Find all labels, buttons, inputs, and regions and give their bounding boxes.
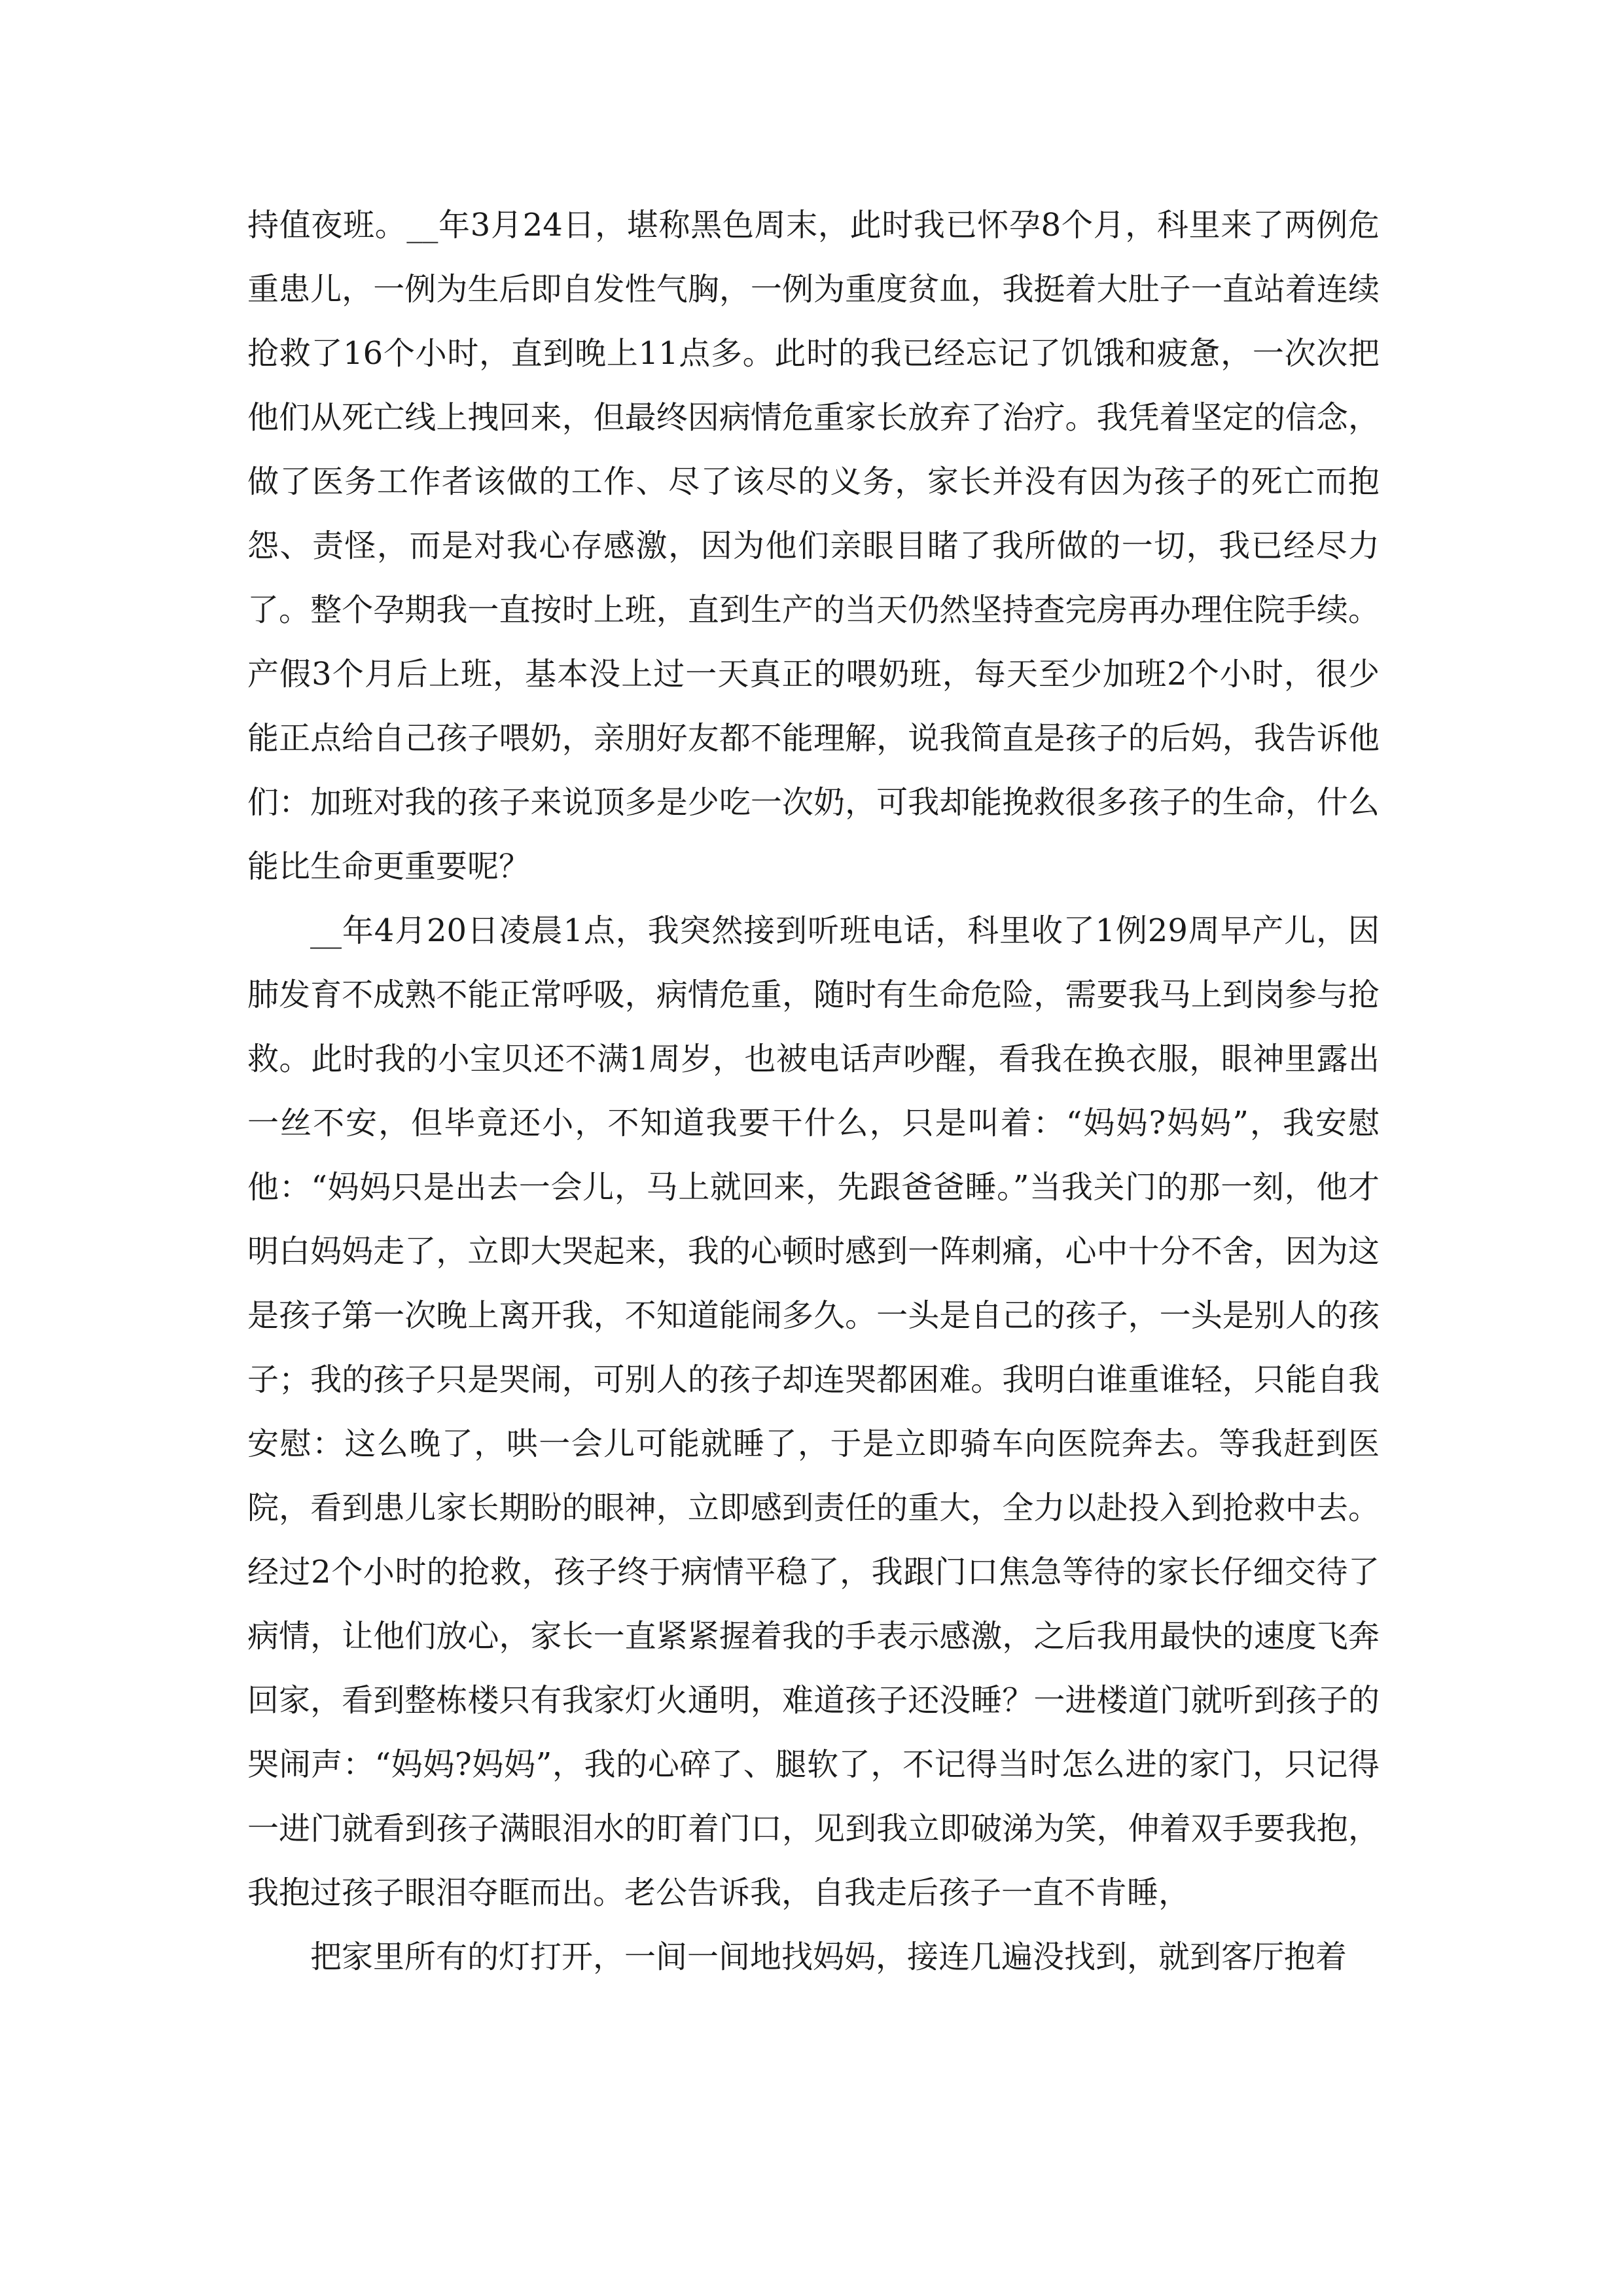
paragraph-2: __年4月20日凌晨1点，我突然接到听班电话，科里收了1例29周早产儿，因肺发育不成熟不能正常呼吸，病情危重，随时有生命危险，需要我马上到岗参与抢救。此时我的小宝贝还不满1周岁，也被电话声吵醒，看我在换衣服，眼神里露出一丝不安，但毕竟还小，不知道我要干什么，只是叫着：“妈妈?妈妈”，我安慰他：“妈妈只是出去一会儿，马上就回来，先跟爸爸睡。”当我关门的那一刻，他才明白妈妈走了，立即大哭起来，我的心顿时感到一阵刺痛，心中十分不舍，因为这是孩子第一次晚上离开我，不知道能闹多久。一头是自己的孩子，一头是别人的孩子；我的孩子只是哭闹，可别人的孩子却连哭都困难。我明白谁重谁轻，只能自我安慰：这么晚了，哄一会儿可能就睡了，于是立即骑车向医院奔去。等我赶到医院，看到患儿家长期盼的眼神，立即感到责任的重大，全力以赴投入到抢救中去。经过2个小时的抢救，孩子终于病情平稳了，我跟门口焦急等待的家长仔细交待了病情，让他们放心，家长一直紧紧握着我的手表示感激，之后我用最快的速度飞奔回家，看到整栋楼只有我家灯火通明，难道孩子还没睡？一进楼道门就听到孩子的哭闹声：“妈妈?妈妈”，我的心碎了、腿软了，不记得当时怎么进的家门，只记得一进门就看到孩子满眼泪水的盯着门口，见到我立即破涕为笑，伸着双手要我抱，我抱过孩子眼泪夺眶而出。老公告诉我，自我走后孩子一直不肯睡，	[247, 912, 1380, 1911]
paragraph-3: 把家里所有的灯打开，一间一间地找妈妈，接连几遍没找到，就到客厅抱着	[310, 1939, 1347, 1975]
paragraph-1: 持值夜班。__年3月24日，堪称黑色周末，此时我已怀孕8个月，科里来了两例危重患儿，一例为生后即自发性气胸，一例为重度贫血，我挺着大肚子一直站着连续抢救了16个小时，直到晚上11点多。此时的我已经忘记了饥饿和疲惫，一次次把他们从死亡线上拽回来，但最终因病情危重家长放弃了治疗。我凭着坚定的信念，做了医务工作者该做的工作、尽了该尽的义务，家长并没有因为孩子的死亡而抱怨、责怪，而是对我心存感激，因为他们亲眼目睹了我所做的一切，我已经尽力了。整个孕期我一直按时上班，直到生产的当天仍然坚持查完房再办理住院手续。产假3个月后上班，基本没上过一天真正的喂奶班，每天至少加班2个小时，很少能正点给自己孩子喂奶，亲朋好友都不能理解，说我简直是孩子的后妈，我告诉他们：加班对我的孩子来说顶多是少吃一次奶，可我却能挽救很多孩子的生命，什么能比生命更重要呢？	[247, 207, 1380, 885]
document-body	[247, 193, 1380, 1989]
